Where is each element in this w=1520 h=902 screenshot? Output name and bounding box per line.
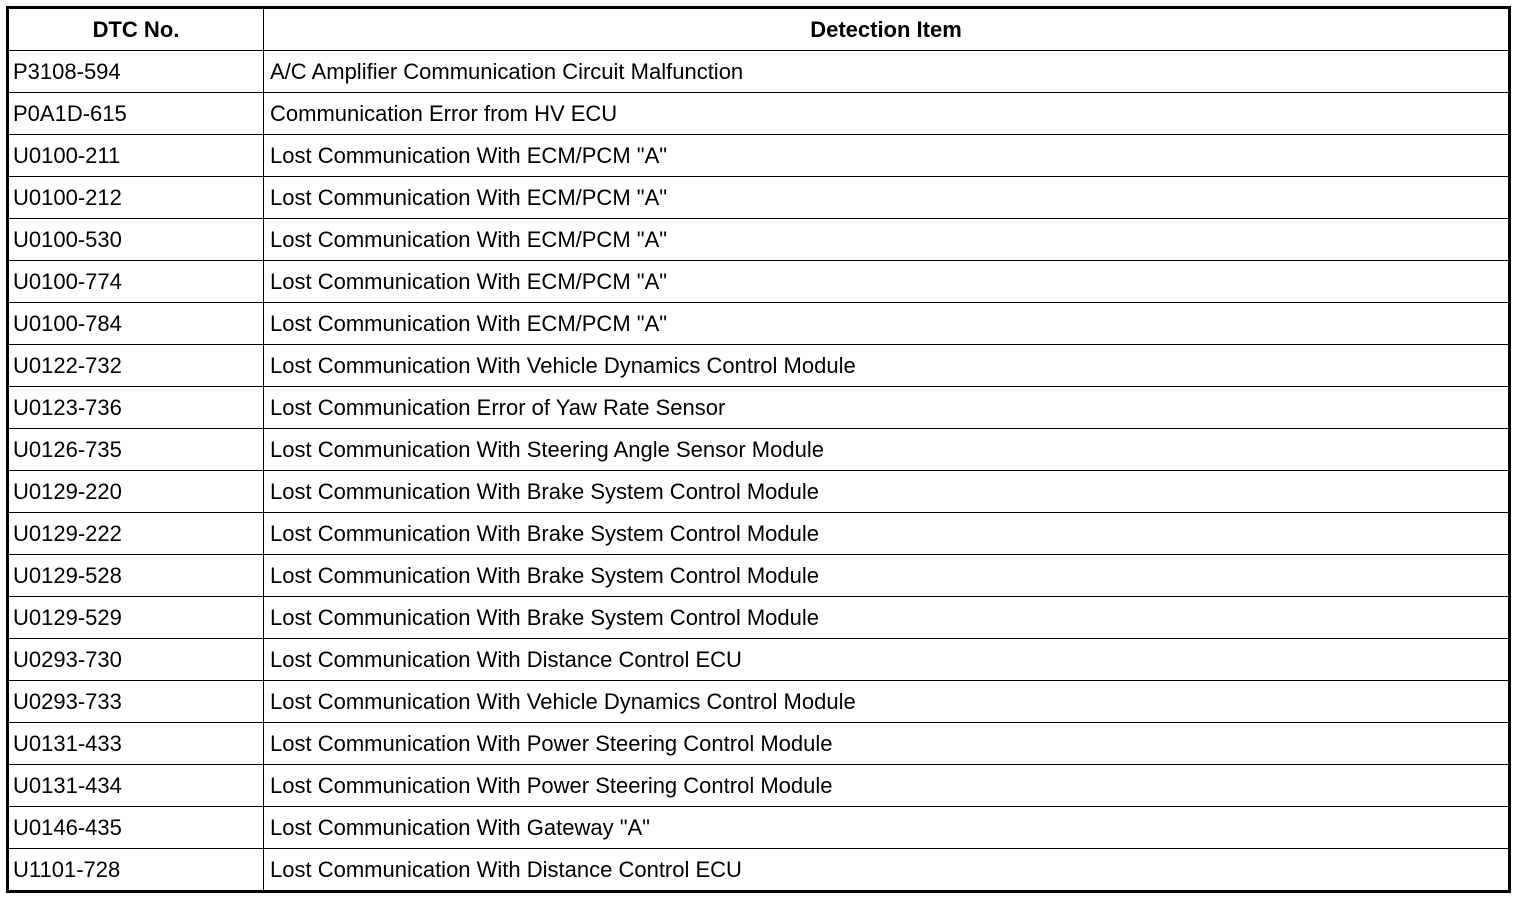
dtc-code-cell: U0100-211 [8, 135, 264, 177]
table-row [8, 51, 1510, 93]
dtc-code-cell: U0293-730 [8, 639, 264, 681]
table-row [8, 387, 1510, 429]
detection-item-cell: Lost Communication With Distance Control ECU [264, 639, 1510, 681]
detection-item-cell: Lost Communication With Distance Control ECU [264, 849, 1510, 892]
table-row [8, 555, 1510, 597]
detection-item-cell: Lost Communication With ECM/PCM "A" [264, 219, 1510, 261]
table-row [8, 93, 1510, 135]
dtc-code-cell: P0A1D-615 [8, 93, 264, 135]
detection-item-cell: Lost Communication With Vehicle Dynamics Control Module [264, 345, 1510, 387]
detection-item-cell: Lost Communication With Vehicle Dynamics Control Module [264, 681, 1510, 723]
detection-item-cell: Lost Communication Error of Yaw Rate Sensor [264, 387, 1510, 429]
dtc-code-cell: U0129-220 [8, 471, 264, 513]
table-row [8, 513, 1510, 555]
table-row [8, 177, 1510, 219]
detection-item-cell: Lost Communication With Brake System Control Module [264, 513, 1510, 555]
dtc-code-cell: U0129-528 [8, 555, 264, 597]
table-row [8, 429, 1510, 471]
dtc-code-cell: U0131-434 [8, 765, 264, 807]
dtc-code-cell: U0126-735 [8, 429, 264, 471]
detection-item-cell: A/C Amplifier Communication Circuit Malfunction [264, 51, 1510, 93]
table-row [8, 681, 1510, 723]
detection-item-cell: Lost Communication With Brake System Control Module [264, 471, 1510, 513]
dtc-code-cell: U1101-728 [8, 849, 264, 892]
dtc-code-cell: U0129-529 [8, 597, 264, 639]
header-dtc-no: DTC No. [8, 8, 264, 51]
table-row [8, 807, 1510, 849]
dtc-code-cell: U0131-433 [8, 723, 264, 765]
dtc-code-cell: U0100-784 [8, 303, 264, 345]
table-row [8, 723, 1510, 765]
detection-item-cell: Lost Communication With ECM/PCM "A" [264, 261, 1510, 303]
table-row [8, 639, 1510, 681]
table-row [8, 303, 1510, 345]
detection-item-cell: Lost Communication With Brake System Control Module [264, 597, 1510, 639]
detection-item-cell: Lost Communication With ECM/PCM "A" [264, 177, 1510, 219]
table-row [8, 219, 1510, 261]
dtc-code-cell: U0100-530 [8, 219, 264, 261]
dtc-code-cell: U0146-435 [8, 807, 264, 849]
detection-item-cell: Lost Communication With Steering Angle Sensor Module [264, 429, 1510, 471]
table-row [8, 345, 1510, 387]
dtc-code-cell: U0123-736 [8, 387, 264, 429]
table-body [8, 51, 1510, 892]
table-row [8, 765, 1510, 807]
dtc-code-cell: U0293-733 [8, 681, 264, 723]
detection-item-cell: Lost Communication With ECM/PCM "A" [264, 303, 1510, 345]
header-row [8, 8, 1510, 51]
dtc-code-cell: P3108-594 [8, 51, 264, 93]
header-detection-item: Detection Item [264, 8, 1510, 51]
detection-item-cell: Lost Communication With Power Steering Control Module [264, 723, 1510, 765]
table-row [8, 849, 1510, 892]
detection-item-cell: Lost Communication With Gateway "A" [264, 807, 1510, 849]
dtc-code-cell: U0122-732 [8, 345, 264, 387]
dtc-code-cell: U0100-212 [8, 177, 264, 219]
detection-item-cell: Lost Communication With Brake System Control Module [264, 555, 1510, 597]
dtc-code-cell: U0100-774 [8, 261, 264, 303]
detection-item-cell: Lost Communication With Power Steering Control Module [264, 765, 1510, 807]
table-row [8, 261, 1510, 303]
table-row [8, 135, 1510, 177]
table-row [8, 597, 1510, 639]
table-row [8, 471, 1510, 513]
dtc-code-cell: U0129-222 [8, 513, 264, 555]
detection-item-cell: Lost Communication With ECM/PCM "A" [264, 135, 1510, 177]
detection-item-cell: Communication Error from HV ECU [264, 93, 1510, 135]
table-header [8, 8, 1510, 51]
dtc-table [6, 6, 1511, 893]
